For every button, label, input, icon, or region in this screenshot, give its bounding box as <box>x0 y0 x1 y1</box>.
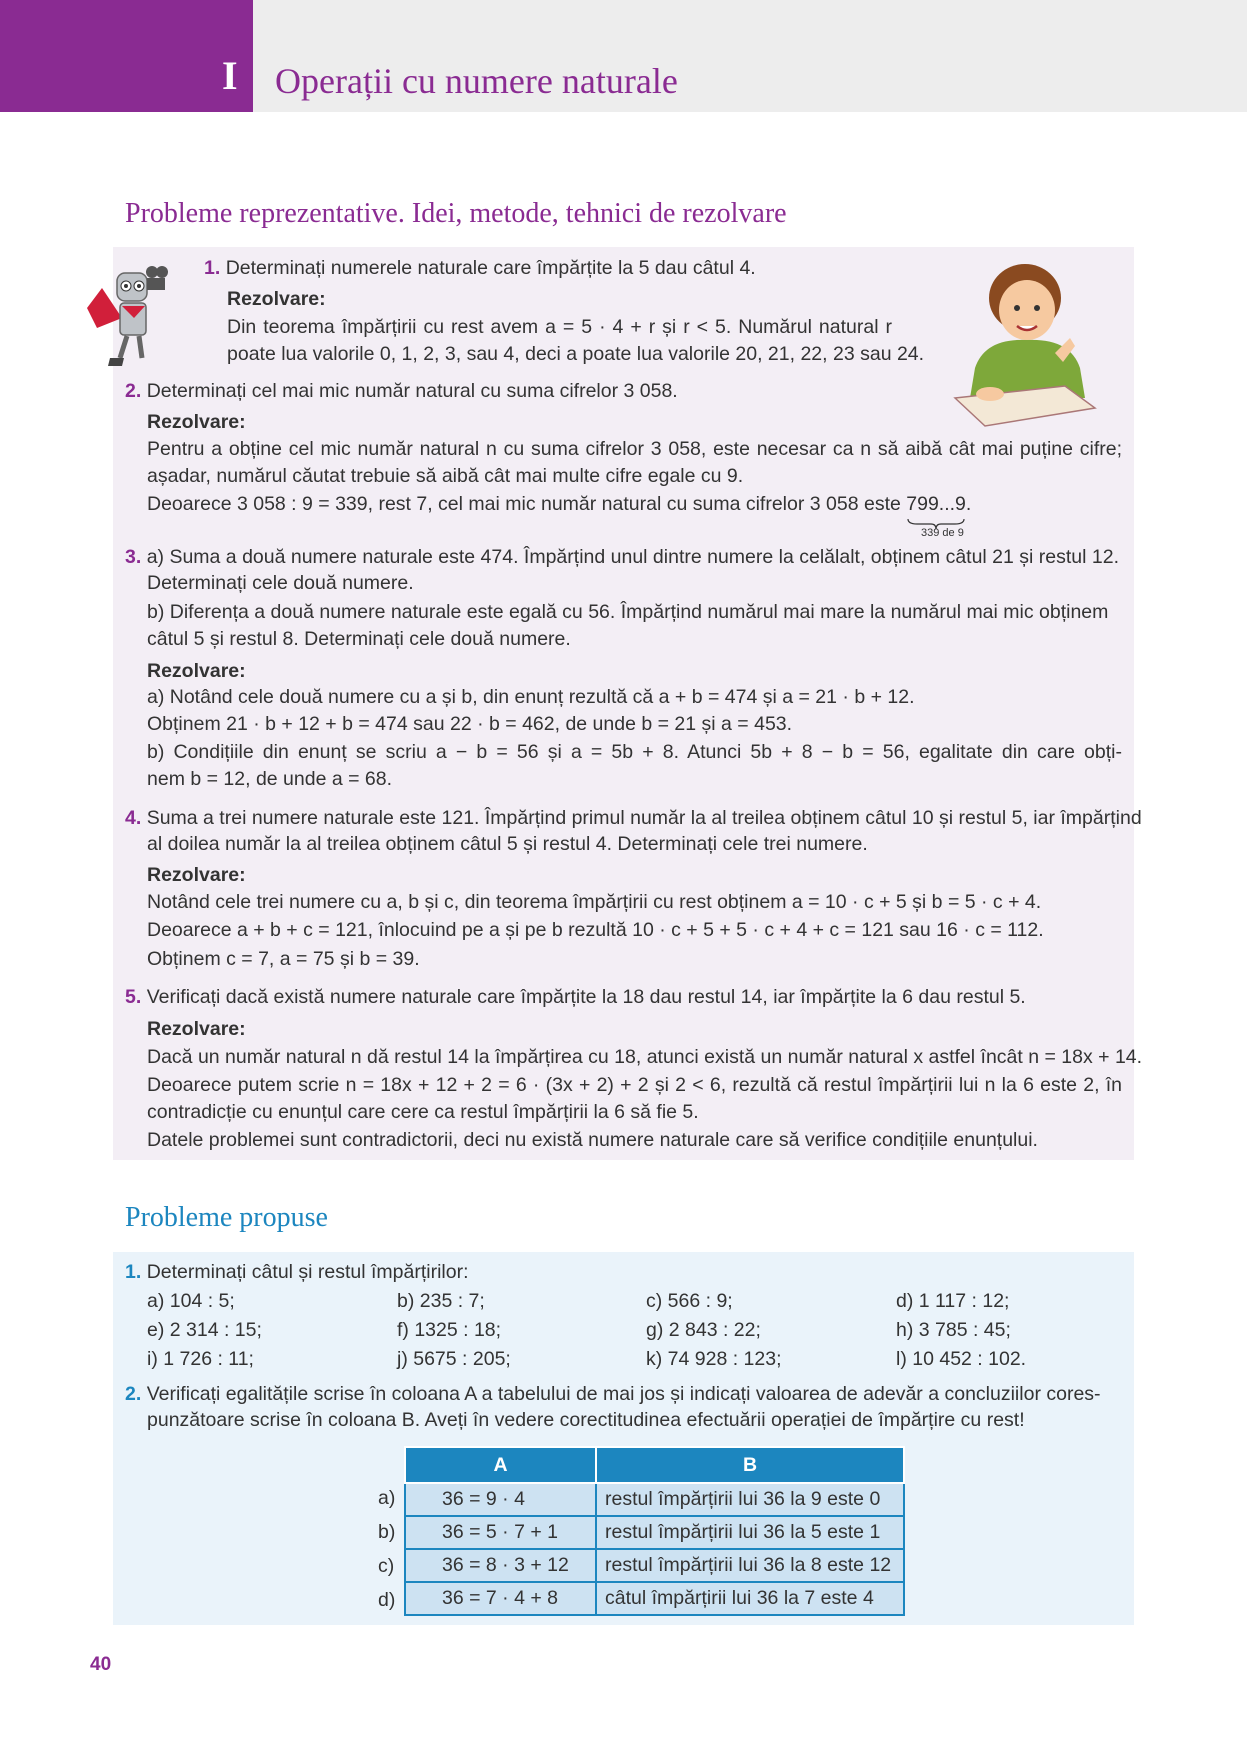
problem-3-solution-line-4: nem b = 12, de unde a = 68. <box>147 768 393 790</box>
problem-3-part-a-line-2: Determinați cele două numere. <box>147 572 414 594</box>
chapter-title: Operații cu numere naturale <box>275 61 678 101</box>
problem-3-solution-line-1: a) Notând cele două numere cu a și b, din enunț rezultă că a + b = 474 și a = 21 · b + 12. <box>147 686 915 708</box>
table-row <box>405 1483 904 1516</box>
table-cell-a: 36 = 8 · 3 + 12 <box>405 1549 596 1582</box>
problem-5-solution-line-3: contradicție cu enunțul care cere ca restul împărțirii la 6 să fie 5. <box>147 1101 699 1123</box>
problem-1-solution-line-1: Din teorema împărțirii cu rest avem a = 5 · 4 + r și r < 5. Numărul natural r <box>227 316 892 338</box>
table-row <box>405 1516 904 1549</box>
table-cell-b: restul împărțirii lui 36 la 9 este 0 <box>596 1483 904 1516</box>
problem-1-solution-line-2: poate lua valorile 0, 1, 2, 3, sau 4, deci a poate lua valorile 20, 21, 22, 23 sau 24. <box>227 343 925 365</box>
exercise-1-item: j) 5675 : 205; <box>397 1348 511 1370</box>
table-cell-b: restul împărțirii lui 36 la 5 este 1 <box>596 1516 904 1549</box>
robot-illustration <box>82 258 182 373</box>
truth-value-table <box>404 1446 905 1616</box>
problem-5-solution-line-1: Dacă un număr natural n dă restul 14 la împărțirea cu 18, atunci există un număr natural x astfel încât n = 18x + 14. <box>147 1046 1143 1068</box>
problem-4-solution-line-2: Deoarece a + b + c = 121, înlocuind pe a și pe b rezultă 10 · c + 5 + 5 · c + 4 + c = 121 sau 16 · c = 112. <box>147 919 1044 941</box>
problem-4-solution-line-1: Notând cele trei numere cu a, b și c, din teorema împărțirii cu rest obținem a = 10 · c + 5 și b = 5 · c + 4. <box>147 891 1042 913</box>
table-cell-a: 36 = 7 · 4 + 8 <box>405 1582 596 1615</box>
exercise-1-item: k) 74 928 : 123; <box>646 1348 782 1370</box>
problem-3-solution-line-3: b) Condițiile din enunț se scriu a − b = 56 și a = 5b + 8. Atunci 5b + 8 − b = 56, egalitate din care obți- <box>147 741 1122 763</box>
problem-4-statement-line-1: 4. Suma a trei numere naturale este 121. Împărțind primul număr la al treilea obținem câtul 10 și restul 5, iar împărțind <box>125 807 1142 829</box>
page-number: 40 <box>90 1654 112 1675</box>
problem-2-solution-line-1: Pentru a obține cel mic număr natural n cu suma cifrelor 3 058, este necesar ca n să aibă cât mai puține cifre; <box>147 438 1122 460</box>
problem-3-part-b-line-1: b) Diferența a două numere naturale este egală cu 56. Împărțind numărul mai mare la numărul mai mic obținem <box>147 601 1109 623</box>
exercise-2-statement-line-1: 2. Verificați egalitățile scrise în coloana A a tabelului de mai jos și indicați valoarea de adevăr a concluziilor cores- <box>125 1383 1101 1405</box>
problem-2-solution-line-2: așadar, numărul căutat trebuie să aibă cât mai multe cifre egale cu 9. <box>147 465 744 487</box>
table-row-label: d) <box>378 1589 396 1611</box>
problem-3-part-b-line-2: câtul 5 și restul 8. Determinați cele două numere. <box>147 628 571 650</box>
problem-4-statement-line-2: al doilea număr la al treilea obținem câtul 5 și restul 4. Determinați cele trei numere. <box>147 833 868 855</box>
section-title-proposed: Probleme propuse <box>125 1202 328 1233</box>
underbrace-label: 339 de 9 <box>921 527 964 539</box>
table-row <box>405 1582 904 1615</box>
boy-reading-illustration <box>945 258 1105 428</box>
exercise-1-item: g) 2 843 : 22; <box>646 1319 761 1341</box>
problem-4-solution-label: Rezolvare: <box>147 864 246 886</box>
table-cell-b: câtul împărțirii lui 36 la 7 este 4 <box>596 1582 904 1615</box>
exercise-1-item: d) 1 117 : 12; <box>896 1290 1010 1312</box>
problem-1-solution-label: Rezolvare: <box>227 288 326 310</box>
exercise-2-statement-line-2: punzătoare scrise în coloana B. Aveți în vedere corectitudinea efectuării operației de împărțire cu rest! <box>147 1409 1025 1431</box>
table-header-a: A <box>405 1447 596 1483</box>
problem-4-solution-line-3: Obținem c = 7, a = 75 și b = 39. <box>147 948 420 970</box>
table-row <box>405 1549 904 1582</box>
exercise-1-statement: 1. Determinați câtul și restul împărțirilor: <box>125 1261 469 1283</box>
exercise-1-item: e) 2 314 : 15; <box>147 1319 262 1341</box>
table-row-label: a) <box>378 1487 396 1509</box>
exercise-1-item: a) 104 : 5; <box>147 1290 235 1312</box>
table-header-row <box>405 1447 904 1483</box>
exercise-1-item: h) 3 785 : 45; <box>896 1319 1011 1341</box>
problem-2-solution-line-3: Deoarece 3 058 : 9 = 339, rest 7, cel mai mic număr natural cu suma cifrelor 3 058 este 799...9. <box>147 493 972 515</box>
exercise-1-item: b) 235 : 7; <box>397 1290 485 1312</box>
table-cell-a: 36 = 5 · 7 + 1 <box>405 1516 596 1549</box>
table-cell-a: 36 = 9 · 4 <box>405 1483 596 1516</box>
problem-2-solution-label: Rezolvare: <box>147 411 246 433</box>
table-row-label: c) <box>378 1555 395 1577</box>
problem-5-statement: 5. Verificați dacă există numere naturale care împărțite la 18 dau restul 14, iar împărțite la 6 dau restul 5. <box>125 986 1026 1008</box>
table-cell-b: restul împărțirii lui 36 la 8 este 12 <box>596 1549 904 1582</box>
problem-3-solution-line-2: Obținem 21 · b + 12 + b = 474 sau 22 · b = 462, de unde b = 21 și a = 453. <box>147 713 793 735</box>
problem-1-statement: 1. Determinați numerele naturale care împărțite la 5 dau câtul 4. <box>204 257 756 279</box>
problem-5-solution-label: Rezolvare: <box>147 1018 246 1040</box>
chapter-box <box>0 0 253 112</box>
chapter-number: I <box>222 53 238 98</box>
exercise-1-item: c) 566 : 9; <box>646 1290 733 1312</box>
table-header-b: B <box>596 1447 904 1483</box>
problem-3-part-a-line-1: 3. a) Suma a două numere naturale este 474. Împărțind unul dintre numere la celălalt, obținem câtul 21 și restul 12. <box>125 546 1119 568</box>
section-title-representative: Probleme reprezentative. Idei, metode, tehnici de rezolvare <box>125 198 787 229</box>
problem-2-statement: 2. Determinați cel mai mic număr natural cu suma cifrelor 3 058. <box>125 380 678 402</box>
exercise-1-item: l) 10 452 : 102. <box>896 1348 1027 1370</box>
exercise-1-item: i) 1 726 : 11; <box>147 1348 254 1370</box>
problem-3-solution-label: Rezolvare: <box>147 660 246 682</box>
exercise-1-item: f) 1325 : 18; <box>397 1319 502 1341</box>
problem-5-solution-line-2: Deoarece putem scrie n = 18x + 12 + 2 = 6 · (3x + 2) + 2 și 2 < 6, rezultă că restul împărțirii lui n la 6 este 2, în <box>147 1074 1122 1096</box>
problem-5-solution-line-4: Datele problemei sunt contradictorii, deci nu există numere naturale care să verifice condițiile enunțului. <box>147 1129 1038 1151</box>
table-row-label: b) <box>378 1521 396 1543</box>
